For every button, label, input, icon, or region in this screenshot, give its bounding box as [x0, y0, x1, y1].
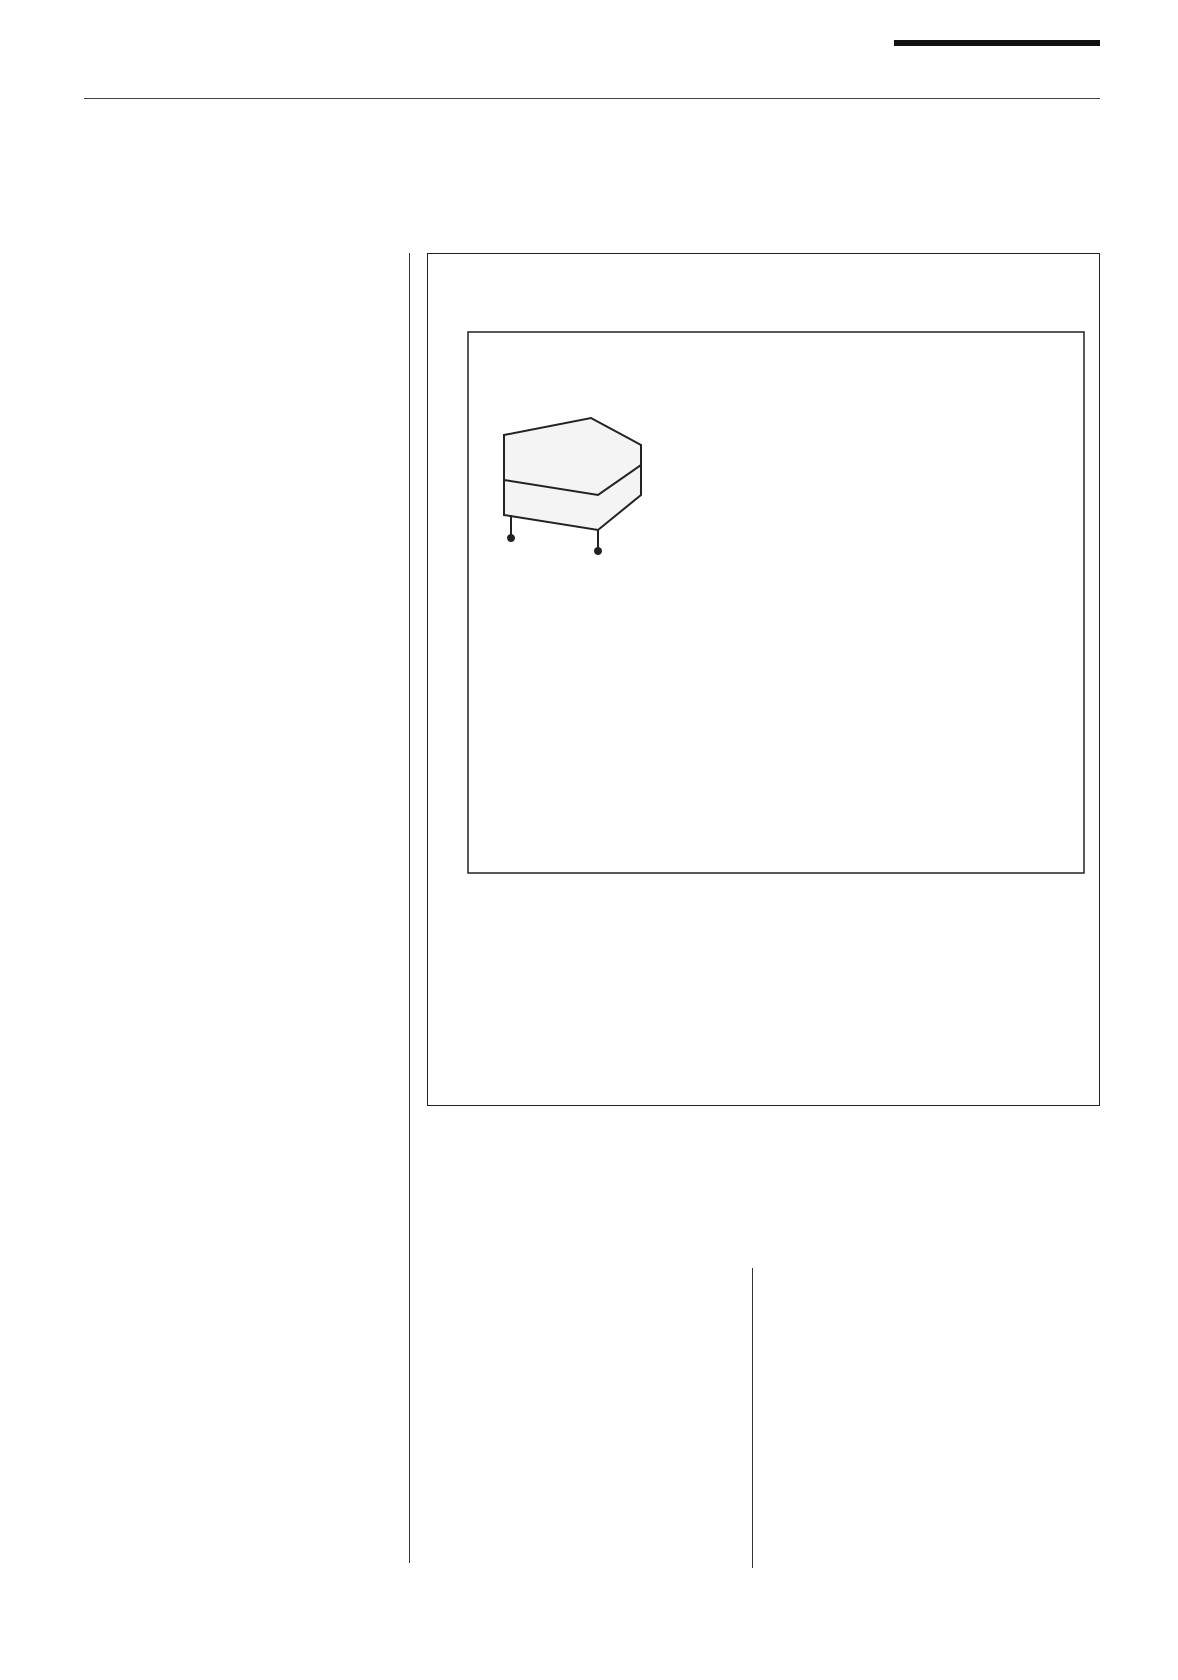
column-rule	[409, 253, 410, 1563]
bed-illustration	[504, 418, 641, 555]
chart-inner-frame	[468, 332, 1084, 873]
bottom-left-column	[427, 1268, 743, 1282]
header-rule	[84, 98, 1100, 99]
column-rule	[752, 1268, 753, 1568]
section-badge	[894, 40, 1100, 46]
infographic-chart	[466, 330, 1086, 875]
left-column	[84, 253, 400, 287]
